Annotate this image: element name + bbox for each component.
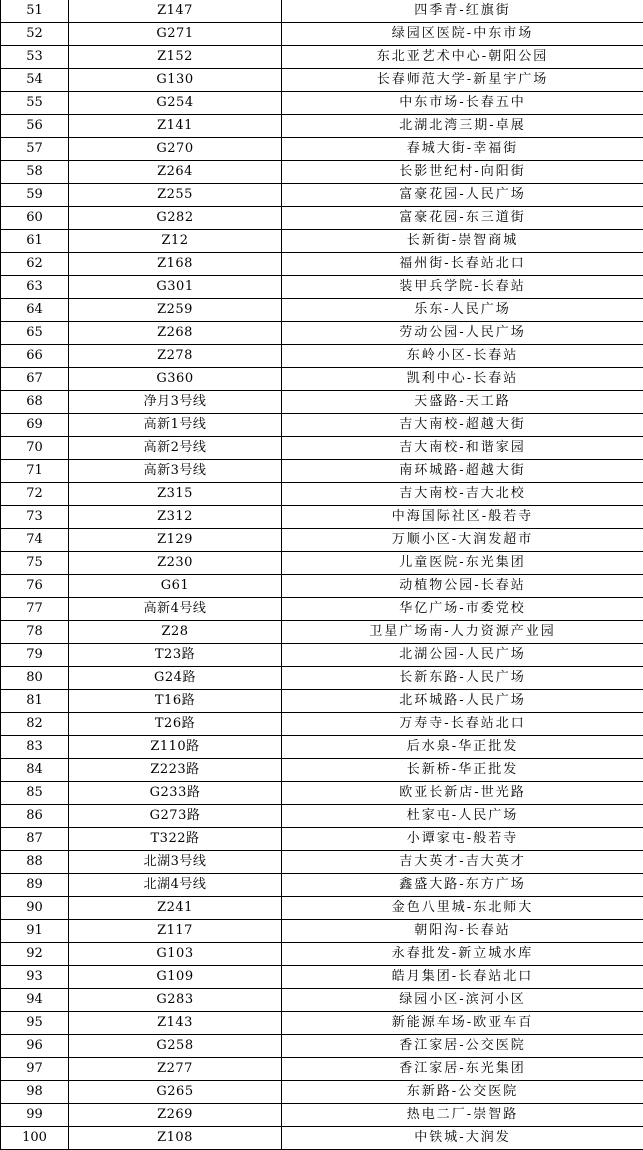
- route-stops-cell: 长新东路-人民广场: [282, 667, 643, 690]
- row-index-cell: 56: [1, 115, 69, 138]
- route-code-cell: T16路: [69, 690, 282, 713]
- route-code-cell: Z268: [69, 322, 282, 345]
- route-stops-cell: 中东市场-长春五中: [282, 92, 643, 115]
- row-index-cell: 96: [1, 1035, 69, 1058]
- route-stops-cell: 新能源车场-欧亚车百: [282, 1012, 643, 1035]
- table-row: [1, 966, 643, 989]
- route-stops-cell: 热电二厂-崇智路: [282, 1104, 643, 1127]
- route-stops-cell: 杜家屯-人民广场: [282, 805, 643, 828]
- route-code-cell: Z230: [69, 552, 282, 575]
- table-row: [1, 1012, 643, 1035]
- table-row: [1, 276, 643, 299]
- route-stops-cell: 吉大南校-超越大街: [282, 414, 643, 437]
- row-index-cell: 77: [1, 598, 69, 621]
- route-code-cell: Z108: [69, 1127, 282, 1150]
- route-stops-cell: 中铁城-大润发: [282, 1127, 643, 1150]
- table-row: [1, 1081, 643, 1104]
- table-row: [1, 667, 643, 690]
- route-code-cell: Z28: [69, 621, 282, 644]
- table-row: [1, 736, 643, 759]
- route-stops-cell: 北湖公园-人民广场: [282, 644, 643, 667]
- route-code-cell: G258: [69, 1035, 282, 1058]
- route-code-cell: Z277: [69, 1058, 282, 1081]
- route-stops-cell: 小谭家屯-般若寺: [282, 828, 643, 851]
- table-row: [1, 345, 643, 368]
- route-stops-cell: 朝阳沟-长春站: [282, 920, 643, 943]
- route-code-cell: G103: [69, 943, 282, 966]
- route-code-cell: G233路: [69, 782, 282, 805]
- table-row: [1, 92, 643, 115]
- table-row: [1, 69, 643, 92]
- route-stops-cell: 北环城路-人民广场: [282, 690, 643, 713]
- route-code-cell: 高新1号线: [69, 414, 282, 437]
- row-index-cell: 100: [1, 1127, 69, 1150]
- row-index-cell: 88: [1, 851, 69, 874]
- route-code-cell: G130: [69, 69, 282, 92]
- route-code-cell: Z223路: [69, 759, 282, 782]
- route-code-cell: 北湖3号线: [69, 851, 282, 874]
- table-row: [1, 299, 643, 322]
- table-row: [1, 529, 643, 552]
- table-row: [1, 989, 643, 1012]
- route-stops-cell: 鑫盛大路-东方广场: [282, 874, 643, 897]
- route-code-cell: Z117: [69, 920, 282, 943]
- route-code-cell: G24路: [69, 667, 282, 690]
- route-code-cell: T322路: [69, 828, 282, 851]
- row-index-cell: 81: [1, 690, 69, 713]
- row-index-cell: 68: [1, 391, 69, 414]
- row-index-cell: 75: [1, 552, 69, 575]
- row-index-cell: 89: [1, 874, 69, 897]
- table-row: [1, 644, 643, 667]
- route-code-cell: 北湖4号线: [69, 874, 282, 897]
- row-index-cell: 74: [1, 529, 69, 552]
- table-row: [1, 598, 643, 621]
- route-code-cell: G282: [69, 207, 282, 230]
- table-row: [1, 713, 643, 736]
- table-row: [1, 414, 643, 437]
- table-row: [1, 1035, 643, 1058]
- table-row: [1, 437, 643, 460]
- route-stops-cell: 吉大南校-和谐家园: [282, 437, 643, 460]
- route-code-cell: 高新2号线: [69, 437, 282, 460]
- route-code-cell: Z259: [69, 299, 282, 322]
- table-row: [1, 943, 643, 966]
- row-index-cell: 82: [1, 713, 69, 736]
- route-code-cell: Z241: [69, 897, 282, 920]
- route-code-cell: G61: [69, 575, 282, 598]
- table-row: [1, 138, 643, 161]
- route-code-cell: Z264: [69, 161, 282, 184]
- row-index-cell: 64: [1, 299, 69, 322]
- table-row: [1, 483, 643, 506]
- route-code-cell: 净月3号线: [69, 391, 282, 414]
- row-index-cell: 66: [1, 345, 69, 368]
- route-stops-cell: 华亿广场-市委党校: [282, 598, 643, 621]
- route-stops-cell: 香江家居-公交医院: [282, 1035, 643, 1058]
- table-row: [1, 230, 643, 253]
- route-stops-cell: 中海国际社区-般若寺: [282, 506, 643, 529]
- row-index-cell: 51: [1, 0, 69, 23]
- route-stops-cell: 香江家居-东光集团: [282, 1058, 643, 1081]
- table-row: [1, 897, 643, 920]
- table-row: [1, 115, 643, 138]
- row-index-cell: 99: [1, 1104, 69, 1127]
- table-row: [1, 851, 643, 874]
- route-stops-cell: 长新街-崇智商城: [282, 230, 643, 253]
- route-stops-cell: 天盛路-天工路: [282, 391, 643, 414]
- route-code-cell: G109: [69, 966, 282, 989]
- row-index-cell: 61: [1, 230, 69, 253]
- table-row: [1, 805, 643, 828]
- route-code-cell: G270: [69, 138, 282, 161]
- row-index-cell: 52: [1, 23, 69, 46]
- route-stops-cell: 富豪花园-东三道街: [282, 207, 643, 230]
- row-index-cell: 94: [1, 989, 69, 1012]
- row-index-cell: 86: [1, 805, 69, 828]
- table-row: [1, 46, 643, 69]
- route-code-cell: 高新4号线: [69, 598, 282, 621]
- row-index-cell: 73: [1, 506, 69, 529]
- route-code-cell: T23路: [69, 644, 282, 667]
- row-index-cell: 70: [1, 437, 69, 460]
- route-code-cell: Z269: [69, 1104, 282, 1127]
- route-code-cell: G283: [69, 989, 282, 1012]
- row-index-cell: 63: [1, 276, 69, 299]
- route-stops-cell: 福州街-长春站北口: [282, 253, 643, 276]
- row-index-cell: 90: [1, 897, 69, 920]
- table-row: [1, 207, 643, 230]
- row-index-cell: 58: [1, 161, 69, 184]
- route-stops-cell: 动植物公园-长春站: [282, 575, 643, 598]
- row-index-cell: 83: [1, 736, 69, 759]
- row-index-cell: 60: [1, 207, 69, 230]
- row-index-cell: 71: [1, 460, 69, 483]
- route-stops-cell: 绿园区医院-中东市场: [282, 23, 643, 46]
- row-index-cell: 55: [1, 92, 69, 115]
- route-stops-cell: 欧亚长新店-世光路: [282, 782, 643, 805]
- route-code-cell: Z255: [69, 184, 282, 207]
- row-index-cell: 57: [1, 138, 69, 161]
- row-index-cell: 53: [1, 46, 69, 69]
- route-code-cell: Z147: [69, 0, 282, 23]
- route-stops-cell: 长春师范大学-新星宇广场: [282, 69, 643, 92]
- route-code-cell: Z152: [69, 46, 282, 69]
- row-index-cell: 93: [1, 966, 69, 989]
- row-index-cell: 79: [1, 644, 69, 667]
- row-index-cell: 80: [1, 667, 69, 690]
- route-code-cell: G265: [69, 1081, 282, 1104]
- route-code-cell: Z278: [69, 345, 282, 368]
- route-code-cell: Z110路: [69, 736, 282, 759]
- route-stops-cell: 万顺小区-大润发超市: [282, 529, 643, 552]
- route-stops-cell: 后水泉-华正批发: [282, 736, 643, 759]
- route-code-cell: Z143: [69, 1012, 282, 1035]
- table-row: [1, 621, 643, 644]
- table-row: [1, 0, 643, 23]
- route-stops-cell: 凯利中心-长春站: [282, 368, 643, 391]
- route-code-cell: G273路: [69, 805, 282, 828]
- row-index-cell: 67: [1, 368, 69, 391]
- table-row: [1, 506, 643, 529]
- route-stops-cell: 长新桥-华正批发: [282, 759, 643, 782]
- route-code-cell: G271: [69, 23, 282, 46]
- route-stops-cell: 北湖北湾三期-卓展: [282, 115, 643, 138]
- table-row: [1, 322, 643, 345]
- row-index-cell: 91: [1, 920, 69, 943]
- route-stops-cell: 装甲兵学院-长春站: [282, 276, 643, 299]
- route-code-cell: Z168: [69, 253, 282, 276]
- route-code-cell: G254: [69, 92, 282, 115]
- row-index-cell: 54: [1, 69, 69, 92]
- table-row: [1, 253, 643, 276]
- route-code-cell: Z315: [69, 483, 282, 506]
- table-row: [1, 391, 643, 414]
- route-stops-cell: 乐东-人民广场: [282, 299, 643, 322]
- table-row: [1, 1127, 643, 1150]
- route-code-cell: Z129: [69, 529, 282, 552]
- route-code-cell: 高新3号线: [69, 460, 282, 483]
- route-stops-cell: 劳动公园-人民广场: [282, 322, 643, 345]
- row-index-cell: 65: [1, 322, 69, 345]
- table-row: [1, 460, 643, 483]
- route-stops-cell: 长影世纪村-向阳街: [282, 161, 643, 184]
- route-stops-cell: 东岭小区-长春站: [282, 345, 643, 368]
- table-row: [1, 368, 643, 391]
- row-index-cell: 87: [1, 828, 69, 851]
- table-row: [1, 1104, 643, 1127]
- row-index-cell: 92: [1, 943, 69, 966]
- route-code-cell: Z12: [69, 230, 282, 253]
- table-row: [1, 1058, 643, 1081]
- row-index-cell: 69: [1, 414, 69, 437]
- route-stops-cell: 万寿寺-长春站北口: [282, 713, 643, 736]
- route-code-cell: T26路: [69, 713, 282, 736]
- row-index-cell: 59: [1, 184, 69, 207]
- table-row: [1, 828, 643, 851]
- table-row: [1, 874, 643, 897]
- row-index-cell: 97: [1, 1058, 69, 1081]
- route-table-body: [1, 0, 643, 1150]
- route-stops-cell: 春城大街-幸福街: [282, 138, 643, 161]
- row-index-cell: 85: [1, 782, 69, 805]
- route-stops-cell: 东北亚艺术中心-朝阳公园: [282, 46, 643, 69]
- row-index-cell: 72: [1, 483, 69, 506]
- route-stops-cell: 富豪花园-人民广场: [282, 184, 643, 207]
- route-stops-cell: 皓月集团-长春站北口: [282, 966, 643, 989]
- row-index-cell: 62: [1, 253, 69, 276]
- table-row: [1, 552, 643, 575]
- route-stops-cell: 四季青-红旗街: [282, 0, 643, 23]
- route-code-cell: G301: [69, 276, 282, 299]
- route-stops-cell: 卫星广场南-人力资源产业园: [282, 621, 643, 644]
- row-index-cell: 84: [1, 759, 69, 782]
- route-code-cell: Z312: [69, 506, 282, 529]
- route-code-cell: Z141: [69, 115, 282, 138]
- table-row: [1, 782, 643, 805]
- route-stops-cell: 永春批发-新立城水库: [282, 943, 643, 966]
- table-row: [1, 23, 643, 46]
- row-index-cell: 76: [1, 575, 69, 598]
- route-stops-cell: 吉大南校-吉大北校: [282, 483, 643, 506]
- route-stops-cell: 金色八里城-东北师大: [282, 897, 643, 920]
- table-row: [1, 759, 643, 782]
- route-stops-cell: 东新路-公交医院: [282, 1081, 643, 1104]
- table-row: [1, 920, 643, 943]
- row-index-cell: 95: [1, 1012, 69, 1035]
- table-row: [1, 575, 643, 598]
- route-stops-cell: 儿童医院-东光集团: [282, 552, 643, 575]
- row-index-cell: 98: [1, 1081, 69, 1104]
- route-code-cell: G360: [69, 368, 282, 391]
- route-stops-cell: 绿园小区-滨河小区: [282, 989, 643, 1012]
- route-stops-cell: 吉大英才-吉大英才: [282, 851, 643, 874]
- route-stops-cell: 南环城路-超越大街: [282, 460, 643, 483]
- table-row: [1, 161, 643, 184]
- table-row: [1, 690, 643, 713]
- table-row: [1, 184, 643, 207]
- row-index-cell: 78: [1, 621, 69, 644]
